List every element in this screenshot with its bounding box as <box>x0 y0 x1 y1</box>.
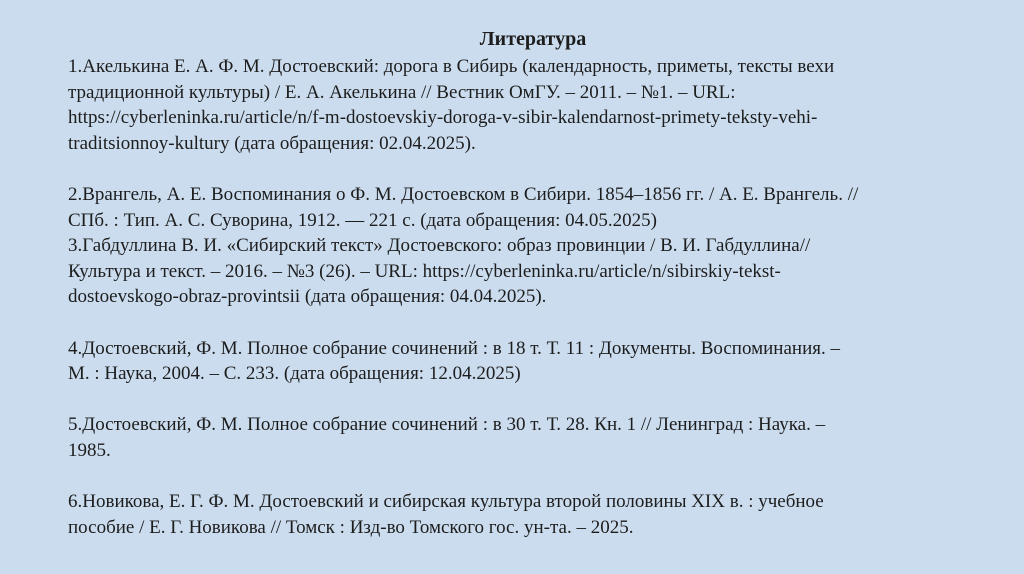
reference-line: традиционной культуры) / Е. А. Акелькина // Вестник ОмГУ. – 2011. – №1. – URL: <box>68 81 736 103</box>
reference-item-2 <box>68 182 968 233</box>
reference-list <box>68 54 968 540</box>
reference-line: М. : Наука, 2004. – С. 233. (дата обращения: 12.04.2025) <box>68 363 521 385</box>
reference-line: dostoevskogo-obraz-provintsii (дата обращения: 04.04.2025). <box>68 286 547 308</box>
reference-line: СПб. : Тип. А. С. Суворина, 1912. — 221 с. (дата обращения: 04.05.2025) <box>68 209 657 231</box>
reference-line: 4.Достоевский, Ф. М. Полное собрание сочинений : в 18 т. Т. 11 : Документы. Воспоминания. – <box>68 337 840 359</box>
reference-line: Культура и текст. – 2016. – №3 (26). – URL: https://cyberleninka.ru/article/n/sibirskiy-tekst- <box>68 260 781 282</box>
reference-item-1 <box>68 54 968 156</box>
reference-item-4 <box>68 336 968 387</box>
reference-line: 1.Акелькина Е. А. Ф. М. Достоевский: дорога в Сибирь (календарность, приметы, тексты вехи <box>68 56 835 77</box>
reference-line: 5.Достоевский, Ф. М. Полное собрание сочинений : в 30 т. Т. 28. Кн. 1 // Ленинград : Наука. – <box>68 414 826 436</box>
reference-line: 3.Габдуллина В. И. «Сибирский текст» Достоевского: образ провинции / В. И. Габдуллина// <box>68 235 811 257</box>
slide-content <box>68 26 968 540</box>
reference-line: traditsionnoy-kultury (дата обращения: 02.04.2025). <box>68 132 476 154</box>
reference-line: 2.Врангель, А. Е. Воспоминания о Ф. М. Достоевском в Сибири. 1854–1856 гг. / А. Е. Врангель. // <box>68 183 859 205</box>
reference-line: пособие / Е. Г. Новикова // Томск : Изд-во Томского гос. ун-та. – 2025. <box>68 516 634 538</box>
slide-title: Литература <box>479 28 587 50</box>
reference-item-6 <box>68 489 968 540</box>
reference-item-5 <box>68 412 968 463</box>
reference-line: 6.Новикова, Е. Г. Ф. М. Достоевский и сибирская культура второй половины XIX в. : учебное <box>68 491 824 513</box>
reference-line: 1985. <box>68 439 111 461</box>
reference-line: https://cyberleninka.ru/article/n/f-m-dostoevskiy-doroga-v-sibir-kalendarnost-primety-teksty-vehi- <box>68 107 818 129</box>
reference-item-3 <box>68 233 968 310</box>
